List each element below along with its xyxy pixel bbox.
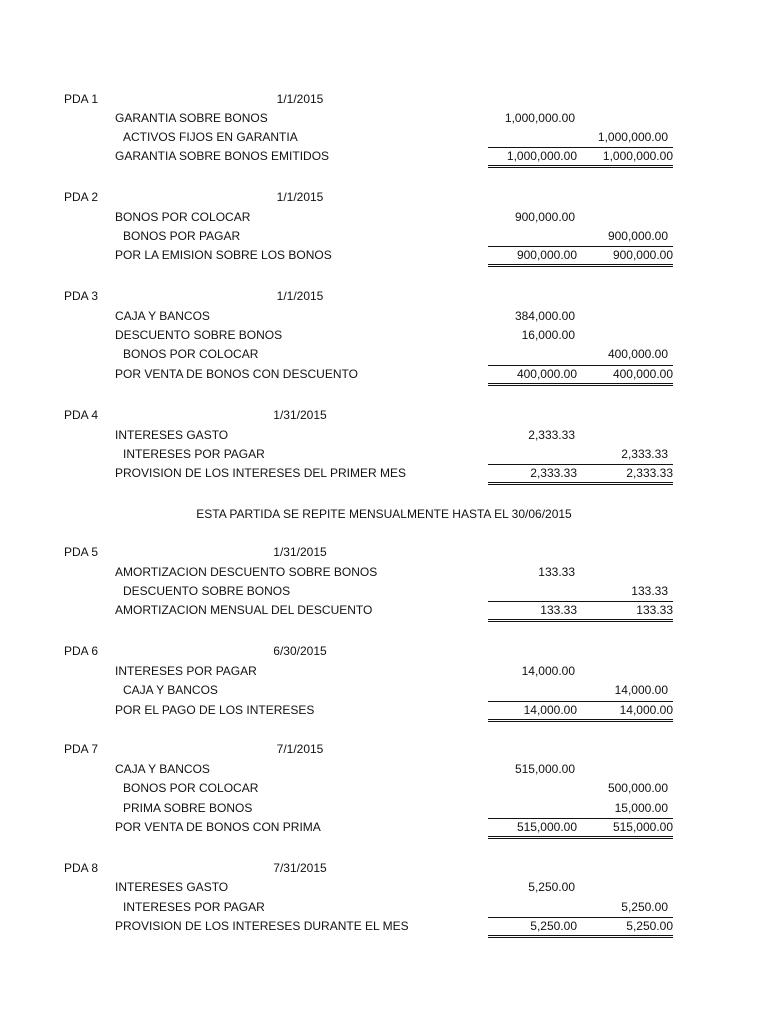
total-credit: 900,000.00 xyxy=(576,246,673,267)
debit-amount: 16,000.00 xyxy=(521,328,575,342)
total-debit: 900,000.00 xyxy=(488,246,577,267)
entry-total-line xyxy=(0,818,768,838)
account-name: DESCUENTO SOBRE BONOS xyxy=(123,584,291,598)
total-debit: 515,000.00 xyxy=(488,818,577,839)
entry-line xyxy=(0,344,768,364)
entry-line xyxy=(0,759,768,779)
entry-date: 1/31/2015 xyxy=(273,545,327,559)
credit-amount: 14,000.00 xyxy=(614,683,668,697)
total-credit: 133.33 xyxy=(576,601,673,622)
account-name: AMORTIZACION DESCUENTO SOBRE BONOS xyxy=(115,565,378,579)
entry-line xyxy=(0,661,768,681)
repeat-note: ESTA PARTIDA SE REPITE MENSUALMENTE HASTA EL 30/06/2015 xyxy=(196,507,572,521)
account-name: ACTIVOS FIJOS EN GARANTIA xyxy=(123,130,298,144)
total-debit: 2,333.33 xyxy=(488,464,577,485)
entry-number: PDA 6 xyxy=(64,644,99,658)
entry-number: PDA 5 xyxy=(64,545,99,559)
total-debit: 133.33 xyxy=(488,601,577,622)
credit-amount: 400,000.00 xyxy=(607,347,668,361)
entry-line xyxy=(0,325,768,345)
entry-line xyxy=(0,444,768,464)
account-name: CAJA Y BANCOS xyxy=(115,309,210,323)
entry-date: 6/30/2015 xyxy=(273,644,327,658)
account-name: CAJA Y BANCOS xyxy=(115,762,210,776)
total-credit: 515,000.00 xyxy=(576,818,673,839)
entry-date: 7/1/2015 xyxy=(276,742,324,756)
total-credit: 5,250.00 xyxy=(576,917,673,938)
entry-line xyxy=(0,425,768,445)
entry-date: 1/31/2015 xyxy=(273,408,327,422)
credit-amount: 900,000.00 xyxy=(607,229,668,243)
credit-amount: 5,250.00 xyxy=(621,900,668,914)
entry-line xyxy=(0,581,768,601)
entry-description: POR VENTA DE BONOS CON DESCUENTO xyxy=(115,367,358,381)
account-name: INTERESES GASTO xyxy=(115,880,229,894)
entry-line xyxy=(0,127,768,147)
total-debit: 14,000.00 xyxy=(488,701,577,722)
entry-date: 7/31/2015 xyxy=(273,861,327,875)
entry-description: PROVISION DE LOS INTERESES DEL PRIMER MES xyxy=(115,466,406,480)
account-name: INTERESES POR PAGAR xyxy=(123,900,265,914)
entry-description: POR EL PAGO DE LOS INTERESES xyxy=(115,703,315,717)
debit-amount: 14,000.00 xyxy=(521,664,575,678)
account-name: BONOS POR PAGAR xyxy=(123,229,241,243)
debit-amount: 2,333.33 xyxy=(528,428,575,442)
entry-line xyxy=(0,306,768,326)
entry-line xyxy=(0,207,768,227)
account-name: BONOS POR COLOCAR xyxy=(123,347,259,361)
account-name: BONOS POR COLOCAR xyxy=(115,210,251,224)
entry-line xyxy=(0,562,768,582)
account-name: INTERESES GASTO xyxy=(115,428,229,442)
entry-total-line xyxy=(0,365,768,385)
entry-description: PROVISION DE LOS INTERESES DURANTE EL MES xyxy=(115,919,409,933)
entry-total-line xyxy=(0,917,768,937)
account-name: DESCUENTO SOBRE BONOS xyxy=(115,328,283,342)
entry-description: AMORTIZACION MENSUAL DEL DESCUENTO xyxy=(115,603,373,617)
entry-date: 1/1/2015 xyxy=(276,190,324,204)
debit-amount: 133.33 xyxy=(538,565,575,579)
entry-total-line xyxy=(0,246,768,266)
account-name: GARANTIA SOBRE BONOS xyxy=(115,111,268,125)
entry-number: PDA 2 xyxy=(64,190,99,204)
account-name: INTERESES POR PAGAR xyxy=(115,664,257,678)
entry-line xyxy=(0,897,768,917)
entry-line xyxy=(0,226,768,246)
total-debit: 1,000,000.00 xyxy=(488,147,577,168)
entry-total-line xyxy=(0,701,768,721)
account-name: PRIMA SOBRE BONOS xyxy=(123,801,253,815)
entry-line xyxy=(0,798,768,818)
entry-line xyxy=(0,108,768,128)
total-credit: 2,333.33 xyxy=(576,464,673,485)
entry-line xyxy=(0,877,768,897)
total-credit: 400,000.00 xyxy=(576,365,673,386)
entry-description: POR LA EMISION SOBRE LOS BONOS xyxy=(115,248,332,262)
entry-number: PDA 4 xyxy=(64,408,99,422)
total-credit: 1,000,000.00 xyxy=(576,147,673,168)
credit-amount: 15,000.00 xyxy=(614,801,668,815)
credit-amount: 133.33 xyxy=(631,584,668,598)
credit-amount: 500,000.00 xyxy=(607,781,668,795)
account-name: BONOS POR COLOCAR xyxy=(123,781,259,795)
entry-line xyxy=(0,778,768,798)
debit-amount: 1,000,000.00 xyxy=(504,111,575,125)
entry-total-line xyxy=(0,601,768,621)
credit-amount: 1,000,000.00 xyxy=(597,130,668,144)
total-debit: 400,000.00 xyxy=(488,365,577,386)
debit-amount: 900,000.00 xyxy=(514,210,575,224)
debit-amount: 384,000.00 xyxy=(514,309,575,323)
entry-total-line xyxy=(0,147,768,167)
entry-number: PDA 8 xyxy=(64,861,99,875)
debit-amount: 515,000.00 xyxy=(514,762,575,776)
total-credit: 14,000.00 xyxy=(576,701,673,722)
total-debit: 5,250.00 xyxy=(488,917,577,938)
account-name: CAJA Y BANCOS xyxy=(123,683,218,697)
entry-description: GARANTIA SOBRE BONOS EMITIDOS xyxy=(115,149,330,163)
entry-number: PDA 7 xyxy=(64,742,99,756)
entry-number: PDA 1 xyxy=(64,92,99,106)
entry-date: 1/1/2015 xyxy=(276,92,324,106)
account-name: INTERESES POR PAGAR xyxy=(123,447,265,461)
credit-amount: 2,333.33 xyxy=(621,447,668,461)
entry-description: POR VENTA DE BONOS CON PRIMA xyxy=(115,820,321,834)
entry-date: 1/1/2015 xyxy=(276,289,324,303)
entry-number: PDA 3 xyxy=(64,289,99,303)
debit-amount: 5,250.00 xyxy=(528,880,575,894)
entry-total-line xyxy=(0,464,768,484)
entry-line xyxy=(0,680,768,700)
